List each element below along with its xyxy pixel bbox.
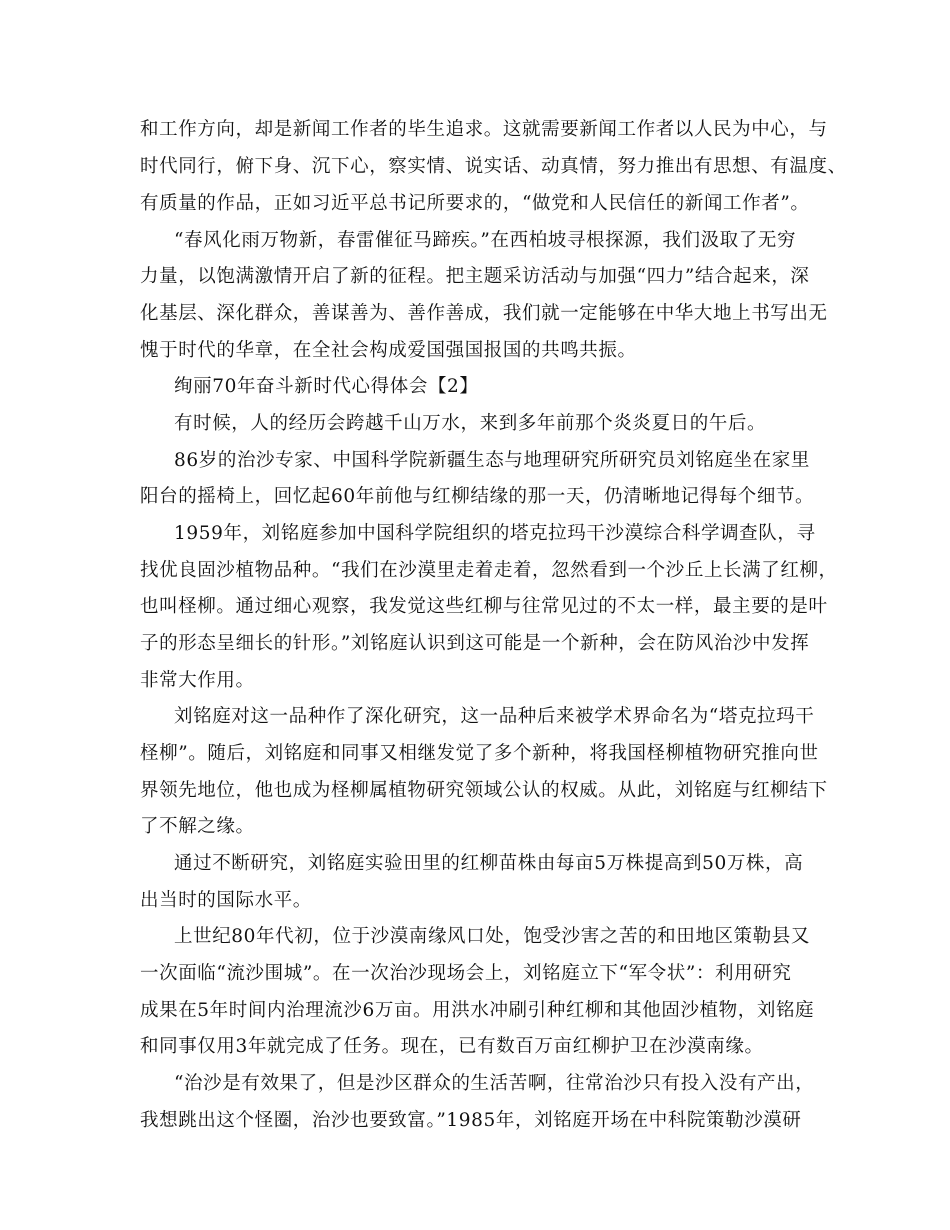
- text-line: 有质量的作品，正如习近平总书记所要求的，“做党和人民信任的新闻工作者”。: [140, 193, 810, 214]
- text-line: 时代同行，俯下身、沉下心，察实情、说实话、动真情，努力推出有思想、有温度、: [140, 156, 847, 177]
- text-line: 上世纪80年代初，位于沙漠南缘风口处，饱受沙害之苦的和田地区策勒县又: [174, 926, 810, 947]
- text-line: 通过不断研究，刘铭庭实验田里的红柳苗株由每亩5万株提高到50万株，高: [174, 853, 804, 874]
- section-heading: 绚丽70年奋斗新时代心得体会【2】: [174, 376, 479, 397]
- text-line: “治沙是有效果了，但是沙区群众的生活苦啊，往常治沙只有投入没有产出，: [174, 1073, 815, 1094]
- text-line: “春风化雨万物新，春雷催征马蹄疾。”在西柏坡寻根探源，我们汲取了无穷: [174, 230, 797, 251]
- text-line: 子的形态呈细长的针形。”刘铭庭认识到这可能是一个新种，会在防风治沙中发挥: [140, 633, 810, 654]
- text-line: 找优良固沙植物品种。“我们在沙漠里走着走着，忽然看到一个沙丘上长满了红柳，: [140, 560, 838, 581]
- text-line: 1959年，刘铭庭参加中国科学院组织的塔克拉玛干沙漠综合科学调查队，寻: [174, 523, 816, 544]
- text-line: 刘铭庭对这一品种作了深化研究，这一品种后来被学术界命名为“塔克拉玛干: [174, 706, 815, 727]
- text-line: 我想跳出这个怪圈，治沙也要致富。”1985年，刘铭庭开场在中科院策勒沙漠研: [140, 1110, 802, 1131]
- text-line: 非常大作用。: [140, 670, 255, 691]
- text-line: 化基层、深化群众，善谋善为、善作善成，我们就一定能够在中华大地上书写出无: [140, 303, 828, 324]
- text-line: 成果在5年时间内治理流沙6万亩。用洪水冲刷引种红柳和其他固沙植物，刘铭庭: [140, 1000, 815, 1021]
- text-line: 也叫柽柳。通过细心观察，我发觉这些红柳与往常见过的不太一样，最主要的是叶: [140, 596, 828, 617]
- text-line: 86岁的治沙专家、中国科学院新疆生态与地理研究所研究员刘铭庭坐在家里: [174, 450, 810, 471]
- text-line: 出当时的国际水平。: [140, 890, 312, 911]
- text-line: 了不解之缘。: [140, 816, 255, 837]
- text-line: 一次面临“流沙围城”。在一次治沙现场会上，刘铭庭立下“军令状”：利用研究: [140, 963, 792, 984]
- text-line: 界领先地位，他也成为柽柳属植物研究领域公认的权威。从此，刘铭庭与红柳结下: [140, 780, 828, 801]
- text-line: 有时候，人的经历会跨越千山万水，来到多年前那个炎炎夏日的午后。: [174, 413, 767, 434]
- text-line: 愧于时代的华章，在全社会构成爱国强国报国的共鸣共振。: [140, 340, 637, 361]
- text-line: 力量，以饱满激情开启了新的征程。把主题采访活动与加强“四力”结合起来，深: [140, 266, 810, 287]
- text-line: 柽柳”。随后，刘铭庭和同事又相继发觉了多个新种，将我国柽柳植物研究推向世: [140, 743, 819, 764]
- text-line: 阳台的摇椅上，回忆起60年前他与红柳结缘的那一天，仍清晰地记得每个细节。: [140, 486, 815, 507]
- text-line: 和同事仅用3年就完成了任务。现在，已有数百万亩红柳护卫在沙漠南缘。: [140, 1036, 764, 1057]
- text-line: 和工作方向，却是新闻工作者的毕生追求。这就需要新闻工作者以人民为中心，与: [140, 119, 828, 140]
